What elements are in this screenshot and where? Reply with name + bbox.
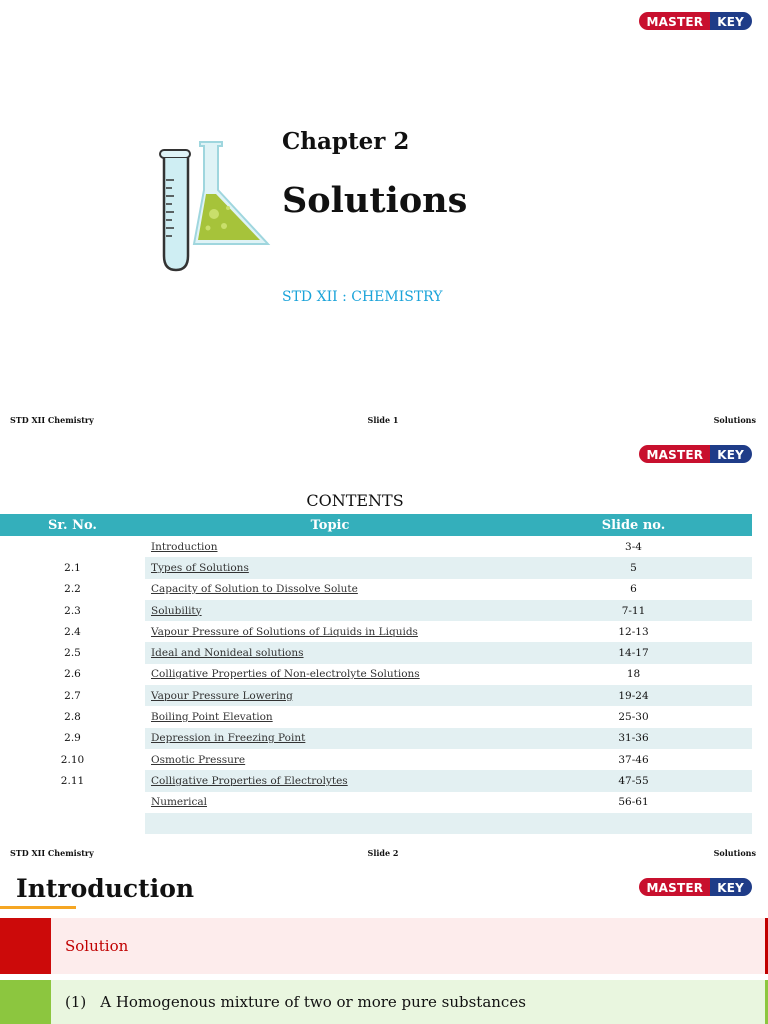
sr-no-cell: 2.2	[0, 579, 145, 600]
sr-no-cell: 2.5	[0, 642, 145, 663]
column-header-sr: Sr. No.	[0, 514, 145, 536]
sr-no-cell: 2.8	[0, 706, 145, 727]
table-header-row	[0, 514, 752, 536]
masterkey-logo	[639, 878, 753, 896]
test-tube-icon	[160, 150, 190, 270]
sr-no-cell: 2.6	[0, 664, 145, 685]
table-row	[0, 664, 752, 685]
slide-no-cell: 3-4	[515, 536, 752, 557]
column-header-slide: Slide no.	[515, 514, 752, 536]
title-underline	[0, 906, 76, 909]
logo-master-text: MASTER	[639, 445, 711, 463]
footer-right: Solutions	[713, 848, 756, 858]
slide-no-cell: 37-46	[515, 749, 752, 770]
footer-slide-number: Slide 2	[367, 848, 399, 858]
red-marker	[0, 918, 51, 974]
slide-footer	[10, 848, 756, 860]
point-row	[51, 980, 768, 1024]
topic-link[interactable]: Colligative Properties of Electrolytes	[145, 770, 515, 791]
slide-no-cell: 31-36	[515, 728, 752, 749]
point-box	[0, 980, 768, 1024]
table-row	[0, 600, 752, 621]
chemistry-glassware-illustration	[156, 136, 276, 276]
table-row	[0, 557, 752, 578]
footer-left: STD XII Chemistry	[10, 848, 94, 858]
slide-1	[0, 0, 768, 433]
logo-key-text: KEY	[710, 12, 752, 30]
table-row	[0, 706, 752, 727]
point-number: (1)	[65, 993, 87, 1011]
slide-3	[0, 866, 768, 1024]
table-row	[0, 770, 752, 791]
sr-no-cell	[0, 813, 145, 834]
topic-link[interactable]: Types of Solutions	[145, 557, 515, 578]
table-row	[0, 642, 752, 663]
slide-no-cell: 56-61	[515, 792, 752, 813]
table-row	[0, 792, 752, 813]
footer-left: STD XII Chemistry	[10, 415, 94, 425]
topic-link[interactable]: Boiling Point Elevation	[145, 706, 515, 727]
slide-no-cell: 6	[515, 579, 752, 600]
column-header-topic: Topic	[145, 514, 515, 536]
slide-footer	[10, 415, 756, 427]
sr-no-cell: 2.7	[0, 685, 145, 706]
contents-table-body	[0, 536, 752, 834]
slide-no-cell: 12-13	[515, 621, 752, 642]
solution-box-title: Solution	[51, 918, 768, 974]
table-row	[0, 749, 752, 770]
chapter-label: Chapter 2	[282, 128, 410, 155]
slide-no-cell: 47-55	[515, 770, 752, 791]
sr-no-cell: 2.9	[0, 728, 145, 749]
slide-no-cell: 7-11	[515, 600, 752, 621]
introduction-title: Introduction	[16, 874, 195, 903]
sr-no-cell: 2.11	[0, 770, 145, 791]
table-row	[0, 685, 752, 706]
topic-link[interactable]: Osmotic Pressure	[145, 749, 515, 770]
topic-link[interactable]: Vapour Pressure of Solutions of Liquids in Liquids	[145, 621, 515, 642]
sr-no-cell	[0, 792, 145, 813]
slide-no-cell: 18	[515, 664, 752, 685]
topic-link[interactable]: Numerical	[145, 792, 515, 813]
slide-no-cell	[515, 813, 752, 834]
contents-table	[0, 514, 752, 834]
table-row	[0, 579, 752, 600]
sr-no-cell: 2.10	[0, 749, 145, 770]
table-row	[0, 536, 752, 557]
topic-link[interactable]: Solubility	[145, 600, 515, 621]
footer-right: Solutions	[713, 415, 756, 425]
chapter-title: Solutions	[282, 180, 468, 221]
footer-slide-number: Slide 1	[367, 415, 399, 425]
solution-box	[0, 918, 768, 974]
contents-heading: CONTENTS	[306, 491, 404, 510]
slide-no-cell: 25-30	[515, 706, 752, 727]
topic-link[interactable]: Colligative Properties of Non-electrolyte Solutions	[145, 664, 515, 685]
green-marker	[0, 980, 51, 1024]
masterkey-logo	[639, 445, 753, 463]
sr-no-cell: 2.1	[0, 557, 145, 578]
topic-link[interactable]: Vapour Pressure Lowering	[145, 685, 515, 706]
sr-no-cell	[0, 536, 145, 557]
topic-link[interactable]: Capacity of Solution to Dissolve Solute	[145, 579, 515, 600]
slide-2	[0, 433, 768, 866]
slide-no-cell: 14-17	[515, 642, 752, 663]
table-row	[0, 728, 752, 749]
logo-key-text: KEY	[710, 445, 752, 463]
logo-master-text: MASTER	[639, 12, 711, 30]
slide-no-cell: 5	[515, 557, 752, 578]
chapter-subtitle: STD XII : CHEMISTRY	[282, 289, 443, 305]
logo-master-text: MASTER	[639, 878, 711, 896]
conical-flask-icon	[194, 142, 268, 244]
logo-key-text: KEY	[710, 878, 752, 896]
masterkey-logo	[639, 12, 753, 30]
table-row	[0, 621, 752, 642]
point-text: A Homogenous mixture of two or more pure substances	[100, 993, 526, 1011]
topic-link[interactable]: Ideal and Nonideal solutions	[145, 642, 515, 663]
sr-no-cell: 2.3	[0, 600, 145, 621]
topic-link[interactable]: Introduction	[145, 536, 515, 557]
table-row	[0, 813, 752, 834]
topic-link	[145, 813, 515, 834]
topic-link[interactable]: Depression in Freezing Point	[145, 728, 515, 749]
slide-no-cell: 19-24	[515, 685, 752, 706]
sr-no-cell: 2.4	[0, 621, 145, 642]
